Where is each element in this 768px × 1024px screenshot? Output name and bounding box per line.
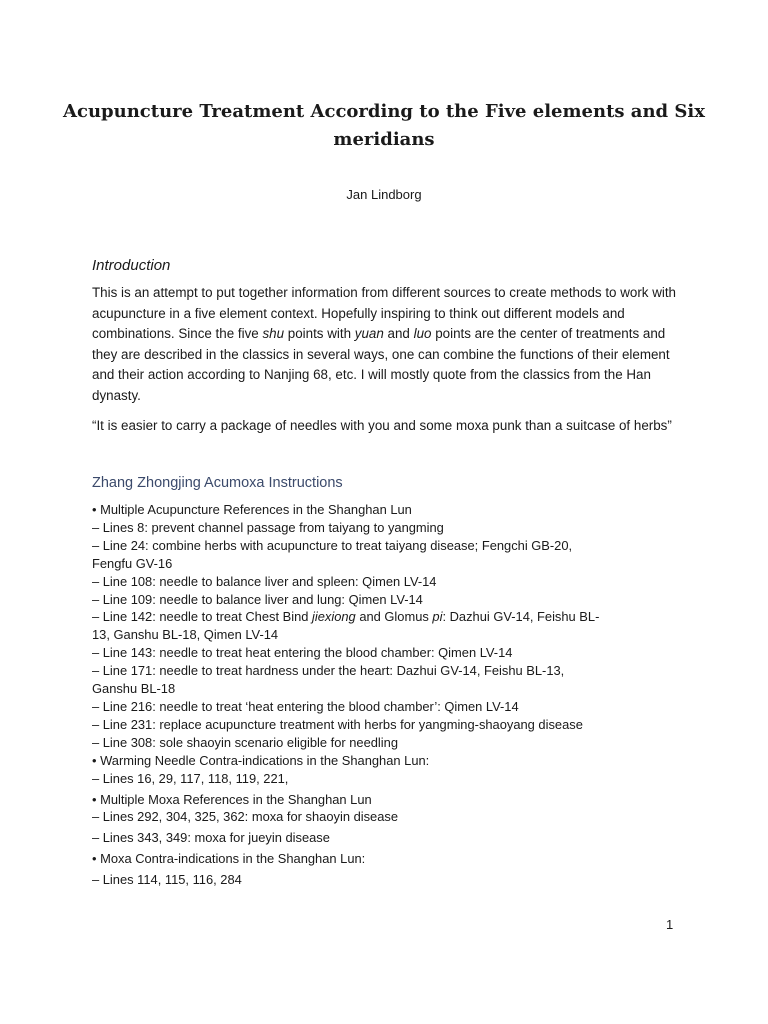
list-item: – Lines 8: prevent channel passage from taiyang to yangming [92,519,444,535]
intro-text-part: and [383,326,414,342]
list-item: • Multiple Moxa References in the Shanghan Lun [92,791,372,807]
author-name: Jan Lindborg [346,187,422,202]
term-pi: pi [432,609,443,625]
list-item-text: and Glomus [355,609,433,625]
list-item: – Line 216: needle to treat ‘heat entering the blood chamber’: Qimen LV-14 [92,698,519,714]
list-item: – Line 171: needle to treat hardness under the heart: Dazhui GV-14, Feishu BL-13, Ganshu BL-18 [92,663,565,697]
list-item-text: – Line 142: needle to treat Chest Bind [92,609,313,625]
list-item [92,608,612,644]
intro-text-part: points are the center of treatments and they are described in the classics in several ways, one can combine the functions of their element and their action according to Nanjing 68, etc. I will mostly quote from the classics from the Han dynasty. [92,326,670,403]
intro-term-shu: shu [262,326,285,342]
page-number: 1 [666,917,674,932]
intro-term-luo: luo [413,326,432,342]
list-item: – Lines 343, 349: moxa for jueyin disease [92,830,330,846]
list-item: – Line 108: needle to balance liver and spleen: Qimen LV-14 [92,573,437,589]
list-item: – Line 24: combine herbs with acupuncture to treat taiyang disease; Fengchi GB-20, Fengfu GV-16 [92,537,573,571]
list-item: • Warming Needle Contra-indications in the Shanghan Lun: [92,752,430,768]
intro-text-part: This is an attempt to put together information from different sources to create methods to work with acupuncture in a five element context. Hopefully inspiring to think out different models and combinations. Since the five [92,285,677,342]
list-item: – Lines 292, 304, 325, 362: moxa for shaoyin disease [92,809,399,825]
list-item: • Multiple Acupuncture References in the Shanghan Lun [92,502,412,517]
list-item-text: : Dazhui GV-14, Feishu BL-13, Ganshu BL-18, Qimen LV-14 [92,609,600,643]
document-title: Acupuncture Treatment According to the Five elements and Six meridians [63,101,705,150]
list-item: • Moxa Contra-indications in the Shanghan Lun: [92,851,366,867]
section-heading: Zhang Zhongjing Acumoxa Instructions [92,475,343,491]
introduction-heading: Introduction [92,257,171,274]
list-item: – Line 231: replace acupuncture treatment with herbs for yangming-shaoyang disease [92,716,583,732]
introduction-paragraph [92,283,682,407]
term-jiexiong: jiexiong [312,609,356,625]
instruction-list [92,501,612,889]
list-item: – Line 109: needle to balance liver and lung: Qimen LV-14 [92,591,423,607]
list-item: – Line 143: needle to treat heat entering the blood chamber: Qimen LV-14 [92,645,513,661]
intro-text-part: points with [284,326,355,342]
intro-term-yuan: yuan [354,326,384,342]
list-item: – Lines 114, 115, 116, 284 [92,872,242,888]
quote-paragraph: “It is easier to carry a package of needles with you and some moxa punk than a suitcase of herbs” [92,418,672,433]
list-item: – Line 308: sole shaoyin scenario eligible for needling [92,734,399,750]
list-item: – Lines 16, 29, 117, 118, 119, 221, [92,770,289,786]
